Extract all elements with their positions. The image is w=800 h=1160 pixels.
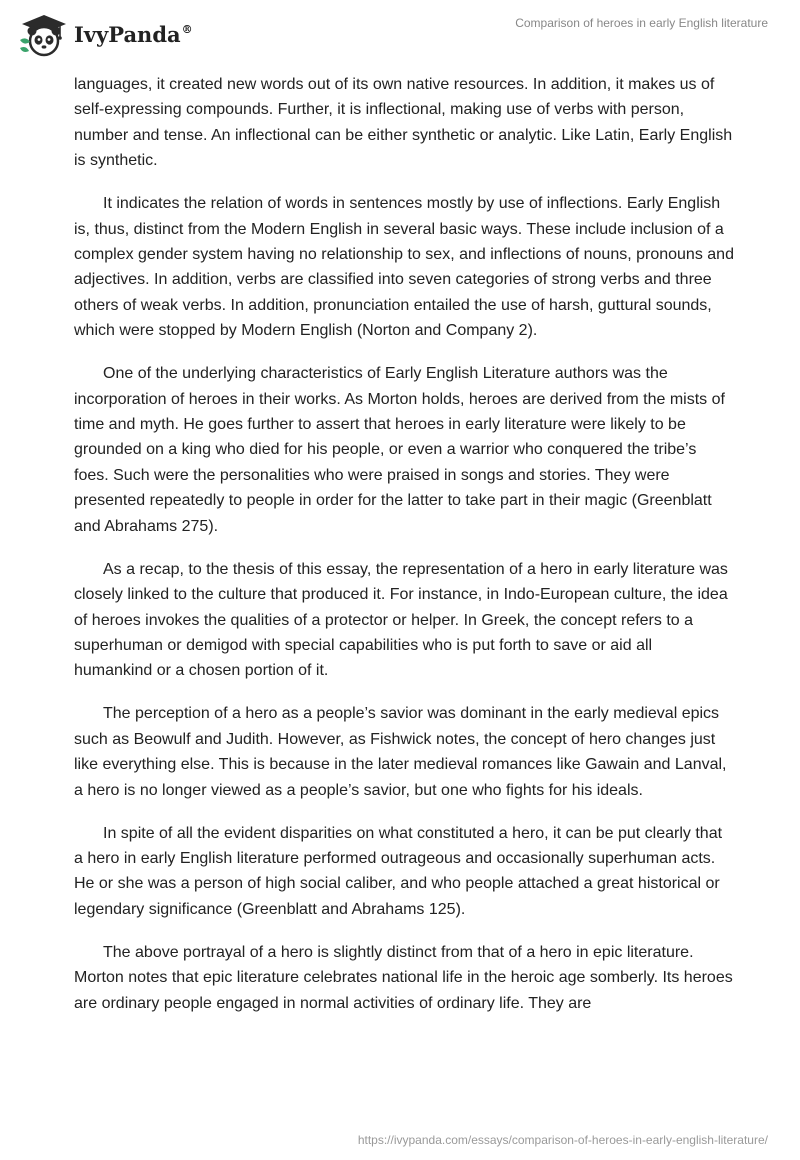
logo[interactable]: [14, 6, 193, 62]
page-header: [0, 0, 800, 70]
essay-body: [74, 72, 734, 1034]
paragraph-5: The perception of a hero as a people’s savior was dominant in the early medieval epics such as Beowulf and Judith. However, as Fishwick notes, the concept of hero changes just like everything else. This is because in the later medieval romances like Gawain and Lanval, a hero is no longer viewed as a people’s savior, but one who fights for his ideals.: [74, 705, 727, 799]
brand-text: IvyPanda: [74, 21, 181, 47]
paragraph-4: As a recap, to the thesis of this essay, the representation of a hero in early literature was closely linked to the culture that produced it. For instance, in Indo-European culture, the idea of heroes invokes the qualities of a protector or helper. In Greek, the concept refers to a superhuman or demigod with special capabilities who is put forth to save or aid all humankind or a chosen portion of it.: [74, 560, 728, 680]
paragraph-2: It indicates the relation of words in sentences mostly by use of inflections. Early English is, thus, distinct from the Modern English in several basic ways. These include inclusion of a complex gender system having no relationship to sex, and inflections of nouns, pronouns and adjectives. In addition, verbs are classified into seven categories of strong verbs and three others of weak verbs. In addition, pronunciation entailed the use of harsh, guttural sounds, which were stopped by Modern English (Norton and Company 2).: [74, 195, 734, 340]
paragraph-6: In spite of all the evident disparities on what constituted a hero, it can be put clearly that a hero in early English literature performed outrageous and occasionally superhuman acts. He or she was a person of high social caliber, and who people attached a great historical or legendary significance (Greenblatt and Abrahams 125).: [74, 824, 723, 918]
brand-name: [74, 22, 193, 47]
footer-url[interactable]: https://ivypanda.com/essays/comparison-of-heroes-in-early-english-literature/: [357, 1133, 768, 1147]
paragraph-7: The above portrayal of a hero is slightly distinct from that of a hero in epic literature. Morton notes that epic literature celebrates national life in the heroic age somberly. Its heroes are ordinary people engaged in normal activities of ordinary life. They are: [74, 943, 733, 1012]
panda-graduate-icon: [14, 6, 70, 62]
paragraph-3: One of the underlying characteristics of Early English Literature authors was the incorporation of heroes in their works. As Morton holds, heroes are derived from the mists of time and myth. He goes further to assert that heroes in early literature were likely to be grounded on a king who died for his people, or even a warrior who conquered the tribe’s foes. Such were the personalities who were praised in songs and stories. They were presented repeatedly to people in order for the latter to take part in their magic (Greenblatt and Abrahams 275).: [74, 365, 725, 535]
registered-mark: ®: [181, 22, 193, 36]
paragraph-1: languages, it created new words out of its own native resources. In addition, it makes us of self-expressing compounds. Further, it is inflectional, making use of verbs with person, number and tense. An inflectional can be either synthetic or analytic. Like Latin, Early English is synthetic.: [74, 76, 733, 170]
document-title: Comparison of heroes in early English literature: [515, 16, 768, 30]
